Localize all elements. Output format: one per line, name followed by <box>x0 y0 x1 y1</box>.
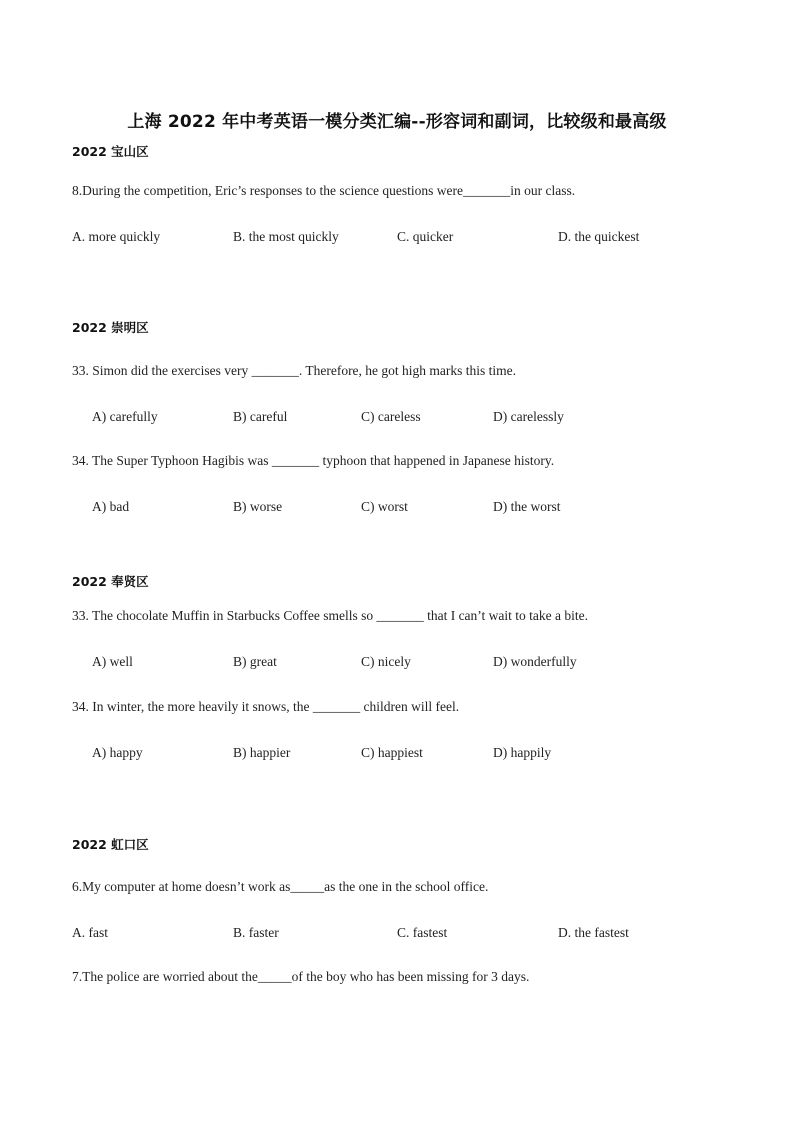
question-text: 6.My computer at home doesn’t work as_____as the one in the school office. <box>72 879 489 894</box>
district-heading: 2022 虹口区 <box>72 837 149 852</box>
option-b: B) worse <box>233 499 283 514</box>
option-d: D) wonderfully <box>493 654 577 669</box>
question-text: 34. In winter, the more heavily it snows, the _______ children will feel. <box>72 699 460 714</box>
option-a: A) well <box>92 654 133 669</box>
option-c: C) nicely <box>361 654 411 669</box>
option-d: D) the worst <box>493 499 561 514</box>
option-a: A) happy <box>92 745 143 760</box>
district-heading: 2022 崇明区 <box>72 320 149 335</box>
option-b: B. faster <box>233 925 279 940</box>
option-b: B. the most quickly <box>233 229 339 244</box>
option-b: B) careful <box>233 409 288 424</box>
question-text: 33. Simon did the exercises very _______. Therefore, he got high marks this time. <box>72 363 517 378</box>
option-d: D) happily <box>493 745 552 760</box>
option-d: D. the quickest <box>558 229 640 244</box>
question-text: 33. The chocolate Muffin in Starbucks Coffee smells so _______ that I can’t wait to take a bite. <box>72 608 589 623</box>
option-a: A) bad <box>92 499 130 514</box>
question-text: 7.The police are worried about the_____of the boy who has been missing for 3 days. <box>72 969 530 984</box>
option-a: A) carefully <box>92 409 158 424</box>
option-a: A. more quickly <box>72 229 161 244</box>
district-heading: 2022 宝山区 <box>72 144 149 159</box>
question-text: 34. The Super Typhoon Hagibis was _______ typhoon that happened in Japanese history. <box>72 453 555 468</box>
option-d: D) carelessly <box>493 409 564 424</box>
option-c: C) happiest <box>361 745 423 760</box>
option-c: C) careless <box>361 409 421 424</box>
option-a: A. fast <box>72 925 108 940</box>
option-b: B) happier <box>233 745 291 760</box>
option-d: D. the fastest <box>558 925 629 940</box>
option-c: C. quicker <box>397 229 454 244</box>
option-c: C. fastest <box>397 925 448 940</box>
option-c: C) worst <box>361 499 408 514</box>
option-b: B) great <box>233 654 277 669</box>
district-heading: 2022 奉贤区 <box>72 574 149 589</box>
document-title: 上海 2022 年中考英语一模分类汇编--形容词和副词，比较级和最高级 <box>127 112 667 132</box>
question-text: 8.During the competition, Eric’s responses to the science questions were_______in our class. <box>72 183 576 198</box>
